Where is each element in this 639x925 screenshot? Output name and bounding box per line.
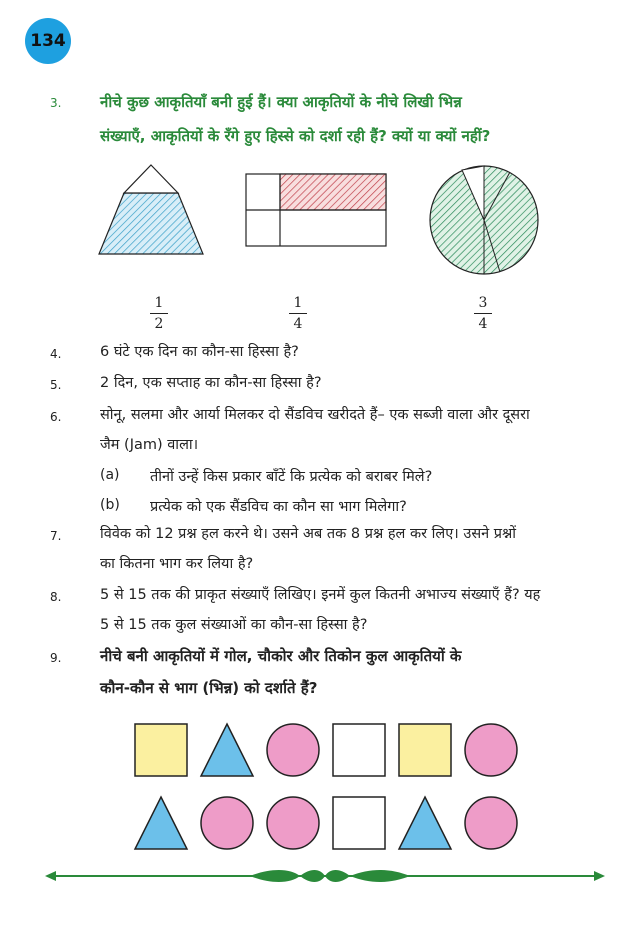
q3-number: 3.: [50, 96, 62, 110]
q4-number: 4.: [50, 347, 62, 361]
circle-shape: [267, 797, 319, 849]
triangle-shape: [201, 724, 253, 776]
q7-number: 7.: [50, 529, 62, 543]
square-shape: [333, 797, 385, 849]
fraction-triangle: 1 2: [144, 295, 174, 332]
q7-line1: विवेक को 12 प्रश्न हल करने थे। उसने अब तक 8 प्रश्न हल कर लिए। उसने प्रश्नों: [100, 526, 517, 542]
q6-line1: सोनू, सलमा और आर्या मिलकर दो सैंडविच खरीदते हैं– एक सब्जी वाला और दूसरा: [100, 407, 530, 423]
q4-text: 6 घंटे एक दिन का कौन-सा हिस्सा है?: [100, 344, 299, 360]
circle-shape: [201, 797, 253, 849]
q6-line2: जैम (Jam) वाला।: [100, 437, 199, 453]
fraction-rectangle: 1 4: [283, 295, 313, 332]
q3-line2: संख्याएँ, आकृतियों के रँगे हुए हिस्से को दर्शा रही हैं? क्यों या क्यों नहीं?: [100, 127, 491, 145]
circle-shape: [465, 797, 517, 849]
q8-line1: 5 से 15 तक की प्राकृत संख्याएँ लिखिए। इनमें कुल कितनी अभाज्य संख्याएँ हैं? यह: [100, 587, 541, 603]
q9-line1: नीचे बनी आकृतियों में गोल, चौकोर और तिकोन कुल आकृतियों के: [100, 647, 462, 665]
square-shape: [333, 724, 385, 776]
triangle-shape: [135, 797, 187, 849]
q7-line2: का कितना भाग कर लिया है?: [100, 556, 254, 572]
q6a-label: (a): [100, 467, 120, 483]
rectangle-figure: [246, 174, 386, 246]
q8-number: 8.: [50, 590, 62, 604]
shapes-row-2: [135, 797, 517, 849]
triangle-shape: [399, 797, 451, 849]
q3-line1: नीचे कुछ आकृतियाँ बनी हुई हैं। क्या आकृतियों के नीचे लिखी भिन्न: [100, 93, 462, 111]
q8-line2: 5 से 15 तक कुल संख्याओं का कौन-सा हिस्सा है?: [100, 617, 368, 633]
square-shape: [399, 724, 451, 776]
circle-shape: [465, 724, 517, 776]
q6b-label: (b): [100, 497, 120, 513]
q9-line2: कौन-कौन से भाग (भिन्न) को दर्शाते हैं?: [100, 679, 318, 697]
q5-number: 5.: [50, 378, 62, 392]
page-number-badge: 134: [25, 18, 71, 64]
q6-number: 6.: [50, 410, 62, 424]
shapes-row-1: [135, 724, 517, 776]
decorative-divider: [45, 870, 605, 882]
triangle-figure: [99, 165, 203, 254]
q5-text: 2 दिन, एक सप्ताह का कौन-सा हिस्सा है?: [100, 375, 322, 391]
square-shape: [135, 724, 187, 776]
circle-figure: [430, 166, 538, 274]
q9-number: 9.: [50, 651, 62, 665]
q6a-text: तीनों उन्हें किस प्रकार बाँटें कि प्रत्येक को बराबर मिले?: [150, 469, 433, 485]
fraction-circle: 3 4: [468, 295, 498, 332]
q6b-text: प्रत्येक को एक सैंडविच का कौन सा भाग मिलेगा?: [150, 499, 407, 515]
circle-shape: [267, 724, 319, 776]
